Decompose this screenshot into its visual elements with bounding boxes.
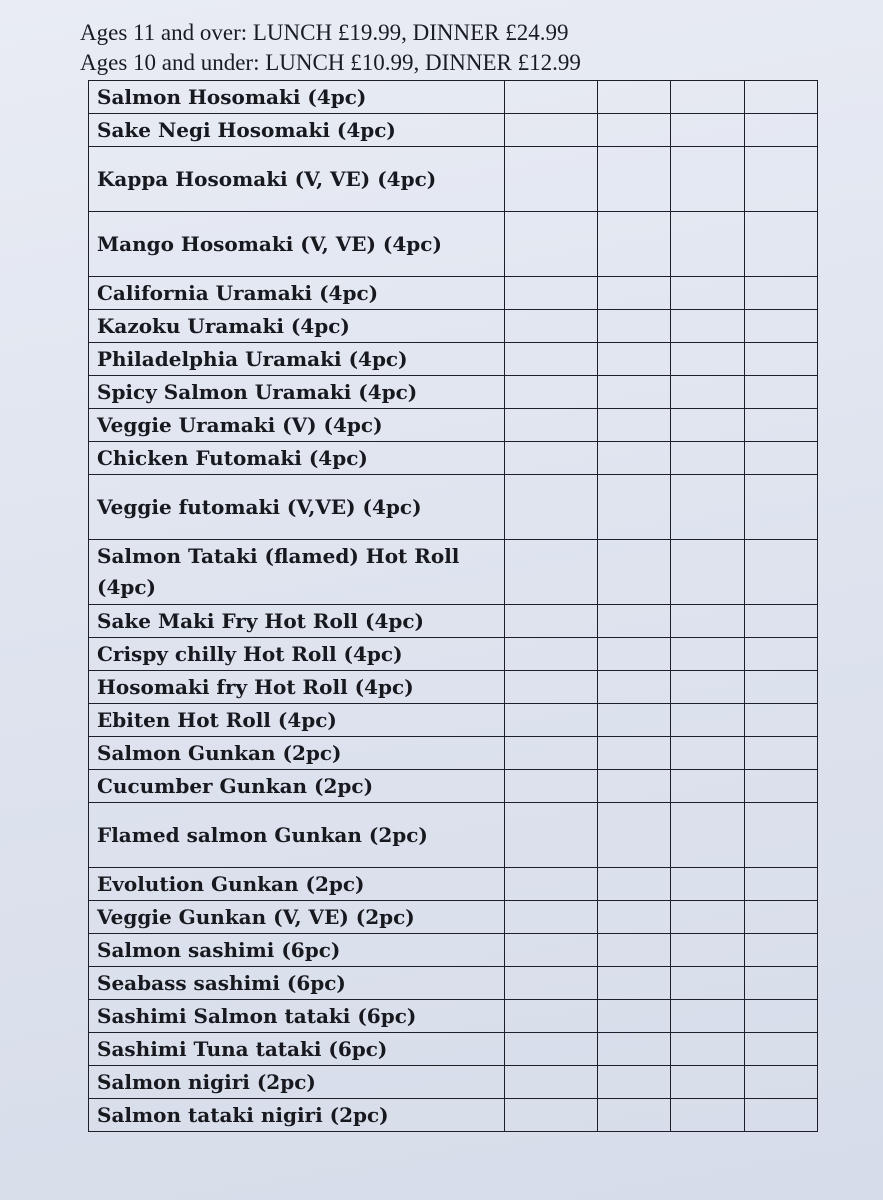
menu-item-cell: [89, 475, 505, 540]
quantity-box[interactable]: [598, 409, 671, 442]
quantity-box[interactable]: [671, 1066, 745, 1099]
quantity-box[interactable]: [598, 934, 671, 967]
quantity-box[interactable]: [505, 638, 598, 671]
table-row: [89, 343, 818, 376]
table-row: [89, 1099, 818, 1132]
quantity-box[interactable]: [505, 147, 598, 212]
menu-item-cell: [89, 442, 505, 475]
menu-item-name: Salmon nigiri (2pc): [97, 1069, 316, 1094]
quantity-box[interactable]: [598, 638, 671, 671]
quantity-box[interactable]: [505, 442, 598, 475]
menu-item-cell: [89, 114, 505, 147]
menu-item-cell: [89, 901, 505, 934]
quantity-box[interactable]: [745, 605, 818, 638]
quantity-box[interactable]: [505, 212, 598, 277]
table-row: [89, 967, 818, 1000]
quantity-box[interactable]: [598, 671, 671, 704]
table-row: [89, 1033, 818, 1066]
table-row: [89, 409, 818, 442]
quantity-box[interactable]: [598, 343, 671, 376]
quantity-box[interactable]: [598, 605, 671, 638]
quantity-box[interactable]: [505, 770, 598, 803]
menu-item-cell: [89, 310, 505, 343]
table-row: [89, 934, 818, 967]
table-row: [89, 310, 818, 343]
menu-item-name: Evolution Gunkan (2pc): [97, 871, 365, 896]
quantity-box[interactable]: [505, 967, 598, 1000]
quantity-box[interactable]: [745, 934, 818, 967]
quantity-box[interactable]: [505, 81, 598, 114]
quantity-box[interactable]: [671, 901, 745, 934]
quantity-box[interactable]: [505, 704, 598, 737]
quantity-box[interactable]: [745, 409, 818, 442]
table-row: [89, 671, 818, 704]
quantity-box[interactable]: [598, 1099, 671, 1132]
quantity-box[interactable]: [505, 475, 598, 540]
table-row: [89, 868, 818, 901]
table-row: [89, 1000, 818, 1033]
menu-item-name: Veggie Uramaki (V) (4pc): [97, 412, 383, 437]
quantity-box[interactable]: [745, 147, 818, 212]
quantity-box[interactable]: [671, 1000, 745, 1033]
quantity-box[interactable]: [598, 475, 671, 540]
menu-item-name: Veggie futomaki (V,VE) (4pc): [97, 494, 422, 519]
menu-item-name: Sake Maki Fry Hot Roll (4pc): [97, 608, 424, 633]
quantity-box[interactable]: [598, 376, 671, 409]
menu-item-name: Seabass sashimi (6pc): [97, 970, 346, 995]
menu-item-cell: [89, 277, 505, 310]
menu-item-cell: [89, 803, 505, 868]
quantity-box[interactable]: [671, 212, 745, 277]
menu-item-name: Salmon tataki nigiri (2pc): [97, 1102, 389, 1127]
menu-item-cell: [89, 1066, 505, 1099]
menu-item-cell: [89, 934, 505, 967]
quantity-box[interactable]: [598, 737, 671, 770]
quantity-box[interactable]: [671, 803, 745, 868]
quantity-box[interactable]: [745, 277, 818, 310]
quantity-box[interactable]: [671, 81, 745, 114]
quantity-box[interactable]: [745, 737, 818, 770]
quantity-box[interactable]: [671, 442, 745, 475]
quantity-box[interactable]: [745, 310, 818, 343]
table-row: [89, 803, 818, 868]
table-row: [89, 704, 818, 737]
menu-item-cell: [89, 1000, 505, 1033]
quantity-box[interactable]: [598, 114, 671, 147]
quantity-box[interactable]: [505, 277, 598, 310]
menu-item-cell: [89, 770, 505, 803]
table-row: [89, 1066, 818, 1099]
menu-item-name: Flamed salmon Gunkan (2pc): [97, 822, 428, 847]
quantity-box[interactable]: [505, 671, 598, 704]
quantity-box[interactable]: [671, 475, 745, 540]
quantity-box[interactable]: [671, 114, 745, 147]
quantity-box[interactable]: [505, 376, 598, 409]
table-row: [89, 901, 818, 934]
menu-item-name: Salmon Tataki (flamed) Hot Roll (4pc): [97, 544, 460, 599]
quantity-box[interactable]: [671, 605, 745, 638]
menu-item-cell: [89, 147, 505, 212]
quantity-box[interactable]: [505, 310, 598, 343]
quantity-box[interactable]: [671, 737, 745, 770]
quantity-box[interactable]: [671, 147, 745, 212]
table-row: [89, 147, 818, 212]
table-row: [89, 81, 818, 114]
quantity-box[interactable]: [745, 81, 818, 114]
menu-item-cell: [89, 737, 505, 770]
quantity-box[interactable]: [505, 868, 598, 901]
table-row: [89, 442, 818, 475]
quantity-box[interactable]: [598, 1033, 671, 1066]
menu-item-name: Salmon Gunkan (2pc): [97, 740, 342, 765]
quantity-box[interactable]: [598, 967, 671, 1000]
quantity-box[interactable]: [671, 1099, 745, 1132]
quantity-box[interactable]: [745, 803, 818, 868]
quantity-box[interactable]: [505, 409, 598, 442]
menu-item-name: Sashimi Salmon tataki (6pc): [97, 1003, 417, 1028]
quantity-box[interactable]: [505, 901, 598, 934]
menu-item-name: Hosomaki fry Hot Roll (4pc): [97, 674, 414, 699]
quantity-box[interactable]: [598, 540, 671, 605]
menu-item-cell: [89, 868, 505, 901]
table-row: [89, 212, 818, 277]
quantity-box[interactable]: [598, 901, 671, 934]
quantity-box[interactable]: [745, 704, 818, 737]
quantity-box[interactable]: [671, 1033, 745, 1066]
quantity-box[interactable]: [671, 310, 745, 343]
quantity-box[interactable]: [745, 114, 818, 147]
menu-item-name: Philadelphia Uramaki (4pc): [97, 346, 408, 371]
quantity-box[interactable]: [598, 1066, 671, 1099]
menu-item-name: Chicken Futomaki (4pc): [97, 445, 368, 470]
quantity-box[interactable]: [598, 147, 671, 212]
menu-item-cell: [89, 343, 505, 376]
quantity-box[interactable]: [598, 310, 671, 343]
menu-item-cell: [89, 409, 505, 442]
quantity-box[interactable]: [745, 1099, 818, 1132]
quantity-box[interactable]: [505, 540, 598, 605]
menu-item-name: Sake Negi Hosomaki (4pc): [97, 117, 396, 142]
quantity-box[interactable]: [671, 671, 745, 704]
quantity-box[interactable]: [671, 376, 745, 409]
menu-item-name: Kappa Hosomaki (V, VE) (4pc): [97, 166, 437, 191]
quantity-box[interactable]: [671, 277, 745, 310]
menu-item-cell: [89, 704, 505, 737]
menu-item-name: Salmon Hosomaki (4pc): [97, 84, 367, 109]
quantity-box[interactable]: [745, 671, 818, 704]
menu-item-cell: [89, 212, 505, 277]
quantity-box[interactable]: [745, 1000, 818, 1033]
table-row: [89, 605, 818, 638]
menu-order-table: [88, 80, 818, 1132]
quantity-box[interactable]: [671, 540, 745, 605]
menu-item-name: Veggie Gunkan (V, VE) (2pc): [97, 904, 415, 929]
menu-item-name: Salmon sashimi (6pc): [97, 937, 341, 962]
menu-item-name: Spicy Salmon Uramaki (4pc): [97, 379, 418, 404]
quantity-box[interactable]: [598, 803, 671, 868]
menu-item-cell: [89, 81, 505, 114]
quantity-box[interactable]: [745, 901, 818, 934]
quantity-box[interactable]: [505, 1000, 598, 1033]
quantity-box[interactable]: [505, 1066, 598, 1099]
quantity-box[interactable]: [598, 212, 671, 277]
menu-item-cell: [89, 671, 505, 704]
child-price-line: Ages 10 and under: LUNCH £10.99, DINNER £12.99: [80, 50, 581, 75]
table-row: [89, 376, 818, 409]
menu-item-cell: [89, 605, 505, 638]
table-row: [89, 475, 818, 540]
quantity-box[interactable]: [671, 934, 745, 967]
adult-price-line: Ages 11 and over: LUNCH £19.99, DINNER £24.99: [80, 20, 569, 45]
quantity-box[interactable]: [505, 605, 598, 638]
menu-item-name: Sashimi Tuna tataki (6pc): [97, 1036, 388, 1061]
quantity-box[interactable]: [505, 934, 598, 967]
quantity-box[interactable]: [598, 868, 671, 901]
menu-item-name: Crispy chilly Hot Roll (4pc): [97, 641, 403, 666]
quantity-box[interactable]: [505, 1099, 598, 1132]
quantity-box[interactable]: [505, 343, 598, 376]
quantity-box[interactable]: [745, 638, 818, 671]
menu-item-cell: [89, 967, 505, 1000]
quantity-box[interactable]: [598, 277, 671, 310]
table-row: [89, 737, 818, 770]
price-header: [80, 18, 581, 78]
quantity-box[interactable]: [505, 803, 598, 868]
table-row: [89, 638, 818, 671]
quantity-box[interactable]: [745, 212, 818, 277]
table-row: [89, 277, 818, 310]
quantity-box[interactable]: [598, 704, 671, 737]
quantity-box[interactable]: [745, 770, 818, 803]
quantity-box[interactable]: [671, 409, 745, 442]
quantity-box[interactable]: [671, 967, 745, 1000]
quantity-box[interactable]: [671, 770, 745, 803]
quantity-box[interactable]: [745, 540, 818, 605]
quantity-box[interactable]: [505, 1033, 598, 1066]
menu-item-name: Mango Hosomaki (V, VE) (4pc): [97, 231, 442, 256]
quantity-box[interactable]: [671, 868, 745, 901]
quantity-box[interactable]: [745, 967, 818, 1000]
menu-item-cell: [89, 1033, 505, 1066]
quantity-box[interactable]: [745, 1033, 818, 1066]
quantity-box[interactable]: [671, 343, 745, 376]
quantity-box[interactable]: [745, 442, 818, 475]
quantity-box[interactable]: [505, 737, 598, 770]
menu-item-cell: [89, 540, 505, 605]
menu-item-cell: [89, 376, 505, 409]
menu-item-name: Ebiten Hot Roll (4pc): [97, 707, 337, 732]
quantity-box[interactable]: [671, 704, 745, 737]
quantity-box[interactable]: [598, 81, 671, 114]
quantity-box[interactable]: [745, 475, 818, 540]
quantity-box[interactable]: [505, 114, 598, 147]
quantity-box[interactable]: [745, 376, 818, 409]
table-row: [89, 114, 818, 147]
quantity-box[interactable]: [745, 1066, 818, 1099]
table-row: [89, 770, 818, 803]
menu-item-cell: [89, 1099, 505, 1132]
quantity-box[interactable]: [598, 442, 671, 475]
quantity-box[interactable]: [598, 770, 671, 803]
table-row: [89, 540, 818, 605]
quantity-box[interactable]: [745, 868, 818, 901]
menu-item-name: California Uramaki (4pc): [97, 280, 379, 305]
quantity-box[interactable]: [598, 1000, 671, 1033]
menu-item-name: Cucumber Gunkan (2pc): [97, 773, 374, 798]
menu-item-name: Kazoku Uramaki (4pc): [97, 313, 350, 338]
quantity-box[interactable]: [745, 343, 818, 376]
menu-item-cell: [89, 638, 505, 671]
quantity-box[interactable]: [671, 638, 745, 671]
